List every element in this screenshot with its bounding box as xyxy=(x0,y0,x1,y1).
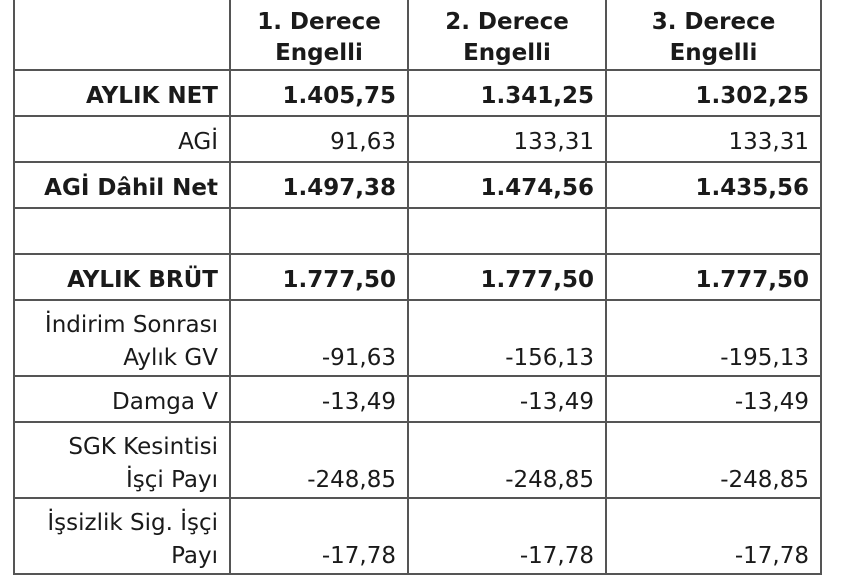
row-label: Damga V xyxy=(14,376,230,422)
cell-value: 1.777,50 xyxy=(408,254,606,300)
cell-value: 133,31 xyxy=(408,116,606,162)
empty-cell xyxy=(230,208,408,254)
cell-value: -17,78 xyxy=(606,498,821,574)
header-line: Engelli xyxy=(275,40,363,66)
table-row-agi-dahil-net xyxy=(14,162,821,208)
row-label xyxy=(14,422,230,498)
cell-value: 1.474,56 xyxy=(408,162,606,208)
empty-cell xyxy=(14,208,230,254)
table-row-issizlik xyxy=(14,498,821,574)
cell-value: -13,49 xyxy=(230,376,408,422)
header-line: 2. Derece xyxy=(445,9,569,35)
row-label-line: Payı xyxy=(171,543,218,569)
cell-value: -248,85 xyxy=(408,422,606,498)
table-row-aylik-net xyxy=(14,70,821,116)
cell-value: 1.302,25 xyxy=(606,70,821,116)
cell-value: -13,49 xyxy=(408,376,606,422)
row-label xyxy=(14,498,230,574)
row-label: AYLIK BRÜT xyxy=(14,254,230,300)
header-line: Engelli xyxy=(669,40,758,66)
cell-value: 1.341,25 xyxy=(408,70,606,116)
table-row-damga-v xyxy=(14,376,821,422)
table-row-empty xyxy=(14,208,821,254)
empty-cell xyxy=(606,208,821,254)
cell-value: -248,85 xyxy=(230,422,408,498)
header-line: 1. Derece xyxy=(257,9,381,35)
table-row-aylik-brut xyxy=(14,254,821,300)
cell-value: -17,78 xyxy=(230,498,408,574)
cell-value: 1.435,56 xyxy=(606,162,821,208)
salary-table xyxy=(13,0,822,575)
table-row-agi xyxy=(14,116,821,162)
cell-value: 1.405,75 xyxy=(230,70,408,116)
header-line: 3. Derece xyxy=(651,9,776,35)
cell-value: 1.497,38 xyxy=(230,162,408,208)
cell-value: -248,85 xyxy=(606,422,821,498)
row-label-line: İşsizlik Sig. İşçi xyxy=(47,510,218,536)
row-label-line: SGK Kesintisi xyxy=(68,434,218,460)
table-row-sgk-kesintisi xyxy=(14,422,821,498)
header-line: Engelli xyxy=(463,40,551,66)
row-label: AYLIK NET xyxy=(14,70,230,116)
cell-value: -17,78 xyxy=(408,498,606,574)
row-label: AGİ Dâhil Net xyxy=(14,162,230,208)
cell-value: 133,31 xyxy=(606,116,821,162)
empty-cell xyxy=(408,208,606,254)
header-row xyxy=(14,0,821,70)
table-row-indirim-gv xyxy=(14,300,821,376)
row-label-line: İndirim Sonrası xyxy=(44,312,218,338)
cell-value: -156,13 xyxy=(408,300,606,376)
row-label-line: İşçi Payı xyxy=(125,467,218,493)
row-label xyxy=(14,300,230,376)
cell-value: 1.777,50 xyxy=(606,254,821,300)
header-cell-degree-1 xyxy=(230,0,408,70)
cell-value: -195,13 xyxy=(606,300,821,376)
cell-value: 1.777,50 xyxy=(230,254,408,300)
header-cell-degree-3 xyxy=(606,0,821,70)
header-cell-degree-2 xyxy=(408,0,606,70)
cell-value: 91,63 xyxy=(230,116,408,162)
cell-value: -13,49 xyxy=(606,376,821,422)
row-label: AGİ xyxy=(14,116,230,162)
row-label-line: Aylık GV xyxy=(123,345,218,371)
cell-value: -91,63 xyxy=(230,300,408,376)
header-empty-cell xyxy=(14,0,230,70)
